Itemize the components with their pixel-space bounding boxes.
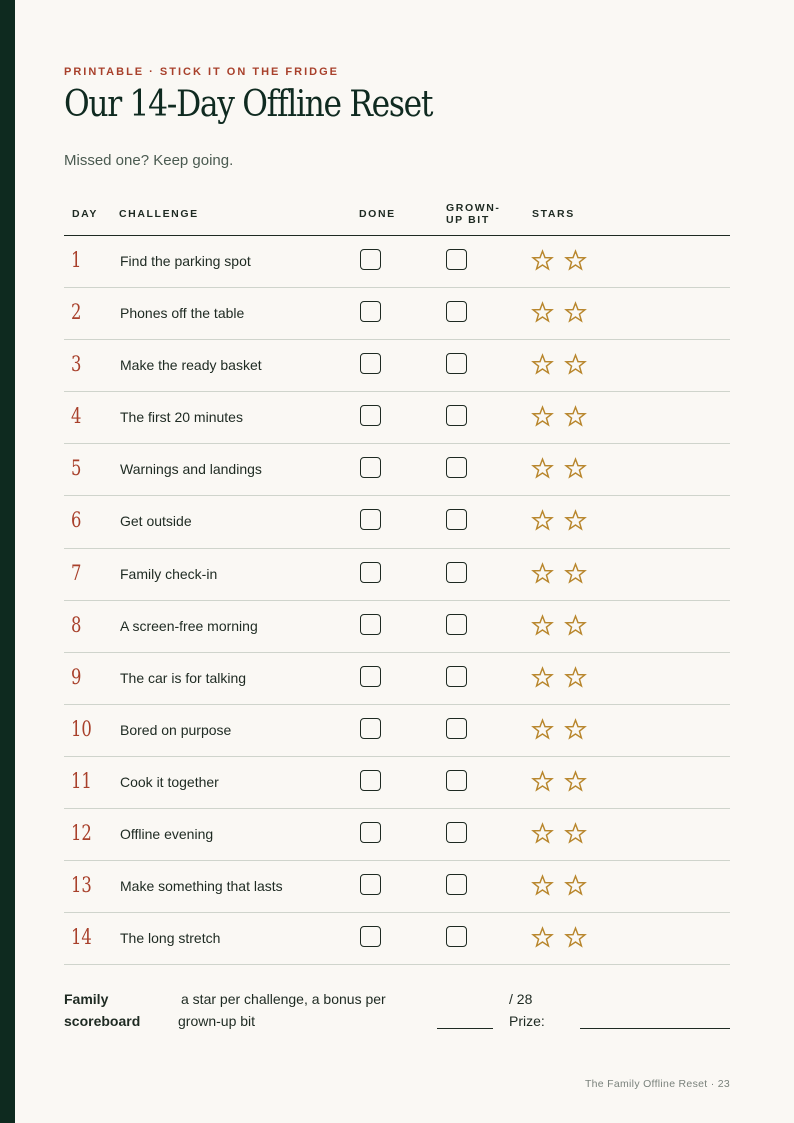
challenge-name: Make the ready basket <box>120 357 262 374</box>
star-icon[interactable] <box>564 718 587 741</box>
star-icon[interactable] <box>564 770 587 793</box>
star-icon[interactable] <box>564 822 587 845</box>
day-number: 2 <box>71 300 82 325</box>
table-row <box>64 601 730 653</box>
grown-up-bit-checkbox[interactable] <box>446 509 467 530</box>
page-footer: The Family Offline Reset · 23 <box>584 1078 730 1090</box>
column-header-stars: STARS <box>532 208 575 220</box>
page-subtitle: Missed one? Keep going. <box>64 152 234 169</box>
day-number: 10 <box>71 716 92 741</box>
table-header <box>64 198 730 236</box>
grown-up-bit-checkbox[interactable] <box>446 770 467 791</box>
grown-up-bit-checkbox[interactable] <box>446 353 467 374</box>
grown-up-bit-checkbox[interactable] <box>446 562 467 583</box>
day-number: 14 <box>71 925 92 950</box>
prize-label: Prize: <box>509 1013 545 1029</box>
table-row <box>64 340 730 392</box>
table-row <box>64 861 730 913</box>
done-checkbox[interactable] <box>360 874 381 895</box>
challenge-name: Make something that lasts <box>120 878 283 895</box>
challenge-name: Find the parking spot <box>120 253 251 269</box>
star-icon[interactable] <box>531 926 554 949</box>
scoreboard-desc-line1: a star per challenge, a bonus per <box>181 991 386 1007</box>
star-icon[interactable] <box>564 874 587 897</box>
grown-up-bit-checkbox[interactable] <box>446 249 467 270</box>
kicker-label: PRINTABLE · STICK IT ON THE FRIDGE <box>64 66 339 78</box>
challenge-name: Bored on purpose <box>120 721 232 738</box>
star-icon[interactable] <box>531 249 554 272</box>
star-icon[interactable] <box>531 405 554 428</box>
star-icon[interactable] <box>531 718 554 741</box>
challenge-name: Get outside <box>120 513 192 530</box>
challenge-name: Warnings and landings <box>120 461 262 478</box>
column-header-grown-up-line1: GROWN- <box>446 202 501 214</box>
star-icon[interactable] <box>531 770 554 793</box>
day-number: 1 <box>71 248 82 272</box>
family-scoreboard <box>64 988 730 1038</box>
grown-up-bit-checkbox[interactable] <box>446 405 467 426</box>
table-row <box>64 236 730 288</box>
grown-up-bit-checkbox[interactable] <box>446 457 467 478</box>
column-header-grown-up-bit <box>446 202 516 226</box>
done-checkbox[interactable] <box>360 457 381 478</box>
column-header-day: DAY <box>72 208 99 220</box>
day-number: 5 <box>71 456 82 481</box>
day-number: 7 <box>71 560 82 585</box>
challenge-name: The car is for talking <box>120 669 247 686</box>
table-row <box>64 444 730 496</box>
table-row <box>64 549 730 601</box>
star-icon[interactable] <box>564 249 587 272</box>
column-header-challenge: CHALLENGE <box>119 208 199 220</box>
scoreboard-desc-line2: grown-up bit <box>178 1013 256 1029</box>
done-checkbox[interactable] <box>360 822 381 843</box>
grown-up-bit-checkbox[interactable] <box>446 614 467 635</box>
star-icon[interactable] <box>564 405 587 428</box>
star-icon[interactable] <box>564 301 587 324</box>
table-row <box>64 653 730 705</box>
star-icon[interactable] <box>531 666 554 689</box>
scoreboard-total: / 28 <box>509 991 533 1007</box>
star-icon[interactable] <box>531 509 554 532</box>
done-checkbox[interactable] <box>360 666 381 687</box>
day-number: 4 <box>71 404 82 429</box>
page-spine-band <box>0 0 15 1123</box>
table-row <box>64 392 730 444</box>
star-icon[interactable] <box>531 301 554 324</box>
challenge-name: The first 20 minutes <box>120 409 243 426</box>
star-icon[interactable] <box>531 614 554 637</box>
scoreboard-label <box>64 988 154 1032</box>
table-row <box>64 496 730 548</box>
score-write-in-line[interactable] <box>437 1028 493 1029</box>
done-checkbox[interactable] <box>360 718 381 739</box>
day-number: 11 <box>71 768 92 793</box>
grown-up-bit-checkbox[interactable] <box>446 301 467 322</box>
star-icon[interactable] <box>531 457 554 480</box>
challenge-name: Family check-in <box>120 565 218 582</box>
table-row <box>64 809 730 861</box>
table-row <box>64 705 730 757</box>
day-number: 9 <box>71 664 82 689</box>
page-title: Our 14-Day Offline Reset <box>64 84 433 125</box>
done-checkbox[interactable] <box>360 301 381 322</box>
challenge-name: The long stretch <box>120 930 221 947</box>
scoreboard-label-line1: Family <box>64 991 109 1007</box>
table-row <box>64 913 730 965</box>
day-number: 12 <box>71 821 92 846</box>
star-icon[interactable] <box>564 666 587 689</box>
grown-up-bit-checkbox[interactable] <box>446 926 467 947</box>
grown-up-bit-checkbox[interactable] <box>446 666 467 687</box>
star-icon[interactable] <box>531 353 554 376</box>
done-checkbox[interactable] <box>360 614 381 635</box>
challenge-name: Cook it together <box>120 773 219 790</box>
star-icon[interactable] <box>564 353 587 376</box>
done-checkbox[interactable] <box>360 249 381 270</box>
star-icon[interactable] <box>564 457 587 480</box>
done-checkbox[interactable] <box>360 353 381 374</box>
done-checkbox[interactable] <box>360 509 381 530</box>
day-number: 6 <box>71 508 82 533</box>
star-icon[interactable] <box>564 614 587 637</box>
challenge-name: Phones off the table <box>120 305 245 322</box>
day-number: 3 <box>71 352 82 377</box>
star-icon[interactable] <box>531 822 554 845</box>
done-checkbox[interactable] <box>360 770 381 791</box>
star-icon[interactable] <box>564 509 587 532</box>
star-icon[interactable] <box>564 562 587 585</box>
challenge-name: Offline evening <box>120 826 214 843</box>
column-header-done: DONE <box>359 208 396 220</box>
star-icon[interactable] <box>531 562 554 585</box>
scoreboard-description <box>178 988 408 1032</box>
challenge-table-body <box>64 236 730 965</box>
star-icon[interactable] <box>531 874 554 897</box>
done-checkbox[interactable] <box>360 405 381 426</box>
table-row <box>64 288 730 340</box>
prize-write-in-line[interactable] <box>580 1028 730 1029</box>
day-number: 13 <box>71 873 92 898</box>
grown-up-bit-checkbox[interactable] <box>446 874 467 895</box>
done-checkbox[interactable] <box>360 926 381 947</box>
day-number: 8 <box>71 612 82 637</box>
column-header-grown-up-line2: UP BIT <box>446 214 490 226</box>
table-row <box>64 757 730 809</box>
grown-up-bit-checkbox[interactable] <box>446 822 467 843</box>
grown-up-bit-checkbox[interactable] <box>446 718 467 739</box>
challenge-name: A screen-free morning <box>120 617 258 634</box>
done-checkbox[interactable] <box>360 562 381 583</box>
scoreboard-label-line2: scoreboard <box>64 1013 141 1029</box>
star-icon[interactable] <box>564 926 587 949</box>
